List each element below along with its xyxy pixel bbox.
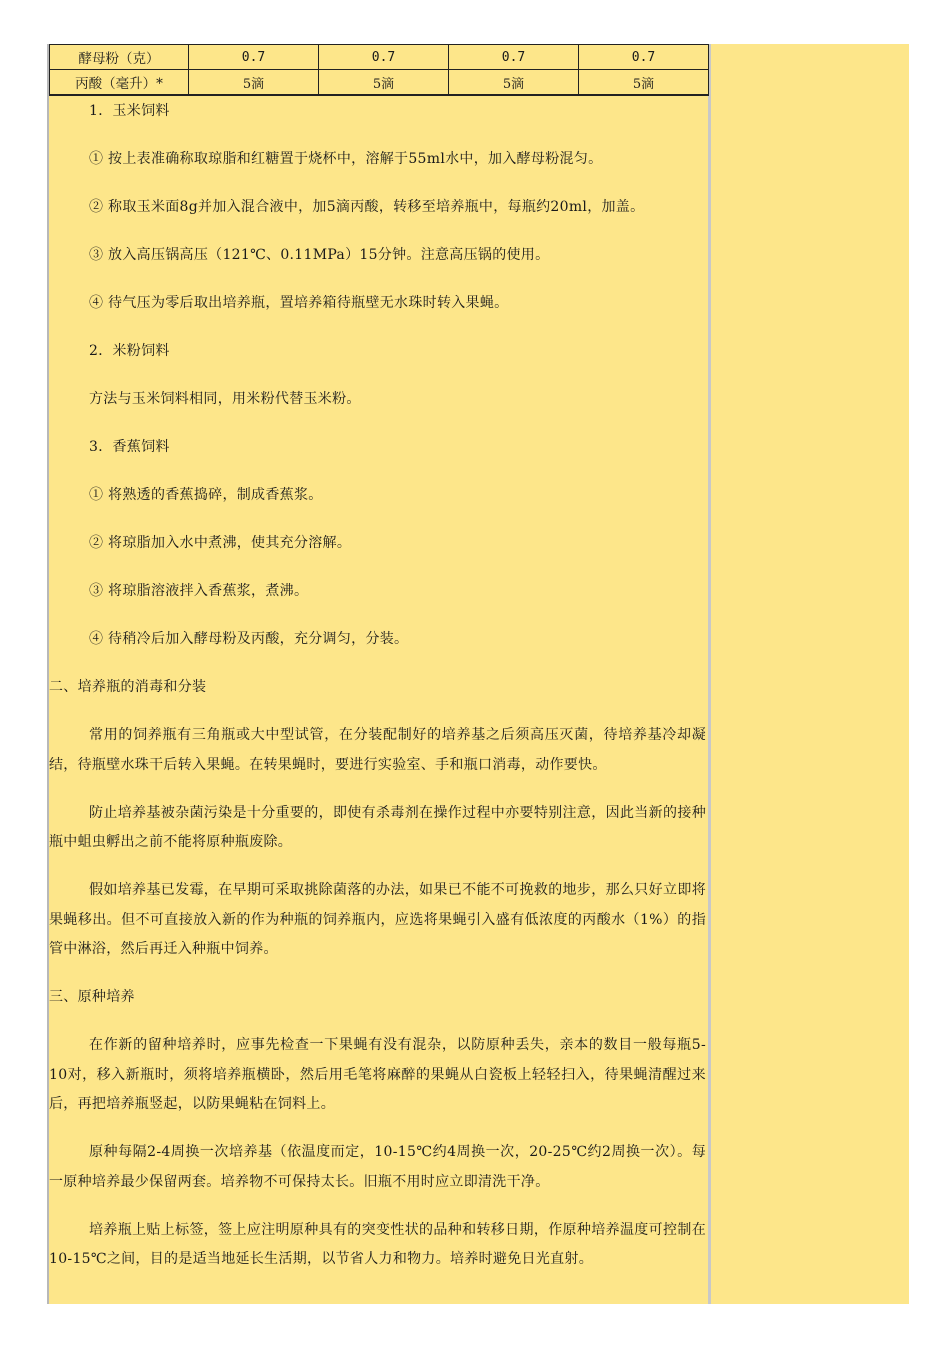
document-body xyxy=(49,97,706,1275)
paragraph: 防止培养基被杂菌污染是十分重要的，即使有杀毒剂在操作过程中亦要特别注意，因此当新的接种瓶中蛆虫孵出之前不能将原种瓶废除。 xyxy=(49,804,706,850)
paragraph: 原种每隔2-4周换一次培养基（依温度而定，10-15℃约4周换一次，20-25℃约2周换一次）。每一原种培养最少保留两套。培养物不可保持太长。旧瓶不用时应立即清洗干净。 xyxy=(49,1144,706,1190)
row-label: 酵母粉（克） xyxy=(50,45,189,70)
table-row xyxy=(50,70,709,96)
banana-step-2: ② 将琼脂加入水中煮沸，使其充分溶解。 xyxy=(89,535,352,551)
table-cell: 5滴 xyxy=(319,70,449,96)
banana-feed-heading: 3．香蕉饲料 xyxy=(89,439,170,455)
banana-step-4: ④ 待稍冷后加入酵母粉及丙酸，充分调匀，分装。 xyxy=(89,631,409,647)
table-cell: 5滴 xyxy=(579,70,709,96)
recipe-table xyxy=(49,44,709,96)
banana-step-1: ① 将熟透的香蕉捣碎，制成香蕉浆。 xyxy=(89,487,323,503)
corn-step-2: ② 称取玉米面8g并加入混合液中，加5滴丙酸，转移至培养瓶中，每瓶约20ml，加盖。 xyxy=(89,199,645,215)
row-label: 丙酸（毫升）* xyxy=(50,70,189,96)
rice-feed-text: 方法与玉米饲料相同，用米粉代替玉米粉。 xyxy=(89,391,361,407)
banana-step-3: ③ 将琼脂溶液拌入香蕉浆，煮沸。 xyxy=(89,583,309,599)
paragraph: 假如培养基已发霉，在早期可采取挑除菌落的办法，如果已不能不可挽救的地步，那么只好立即将果蝇移出。但不可直接放入新的作为种瓶的饲养瓶内，应选将果蝇引入盛有低浓度的丙酸水（1%）的指管中淋浴，然后再迁入种瓶中饲养。 xyxy=(49,882,706,957)
section-heading-disinfection: 二、培养瓶的消毒和分装 xyxy=(49,679,207,695)
paragraph: 培养瓶上贴上标签，签上应注明原种具有的突变性状的品种和转移日期，作原种培养温度可控制在10-15℃之间，目的是适当地延长生活期，以节省人力和物力。培养时避免日光直射。 xyxy=(49,1221,706,1267)
rice-feed-heading: 2．米粉饲料 xyxy=(89,343,170,359)
table-cell: 0.7 xyxy=(579,45,709,70)
table-cell: 0.7 xyxy=(189,45,319,70)
table-cell: 0.7 xyxy=(449,45,579,70)
paragraph: 常用的饲养瓶有三角瓶或大中型试管，在分装配制好的培养基之后须高压灭菌，待培养基冷却凝结，待瓶壁水珠干后转入果蝇。在转果蝇时，要进行实验室、手和瓶口消毒，动作要快。 xyxy=(49,727,706,773)
table-row xyxy=(50,45,709,70)
corn-step-3: ③ 放入高压锅高压（121℃、0.11MPa）15分钟。注意高压锅的使用。 xyxy=(89,247,550,263)
table-cell: 0.7 xyxy=(319,45,449,70)
right-border-line xyxy=(708,44,711,1304)
corn-feed-heading: 1．玉米饲料 xyxy=(89,103,170,119)
paragraph: 在作新的留种培养时，应事先检查一下果蝇有没有混杂，以防原种丢失，亲本的数目一般每瓶5-10对，移入新瓶时，须将培养瓶横卧，然后用毛笔将麻醉的果蝇从白瓷板上轻轻扫入，待果蝇清醒过来后，再把培养瓶竖起，以防果蝇粘在饲料上。 xyxy=(49,1037,706,1112)
section-heading-stock-culture: 三、原种培养 xyxy=(49,989,135,1005)
corn-step-4: ④ 待气压为零后取出培养瓶，置培养箱待瓶壁无水珠时转入果蝇。 xyxy=(89,295,509,311)
table-cell: 5滴 xyxy=(449,70,579,96)
table-cell: 5滴 xyxy=(189,70,319,96)
corn-step-1: ① 按上表准确称取琼脂和红糖置于烧杯中，溶解于55ml水中，加入酵母粉混匀。 xyxy=(89,151,603,167)
